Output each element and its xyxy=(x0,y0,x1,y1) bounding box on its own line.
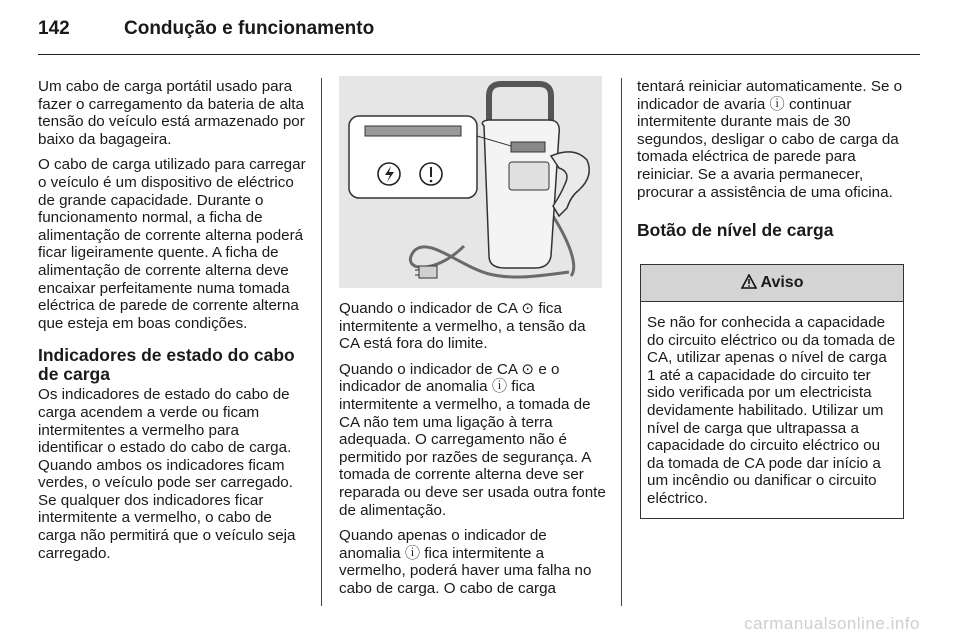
watermark: carmanualsonline.info xyxy=(744,614,920,633)
column-divider xyxy=(321,78,322,606)
header-divider xyxy=(38,54,920,55)
paragraph: Os indicadores de estado do cabo de carga acendem a verde ou ficam intermitentes a vermelho para identificar o estado do cabo de carga. Quando ambos os indicadores ficam verdes, o veículo pode ser carregado. Se qualquer dos indicadores ficar intermitente a vermelho, o cabo de carga não permitirá que o veículo seja carregado. xyxy=(38,386,296,562)
column-2 xyxy=(339,300,607,606)
callout-header xyxy=(641,265,903,302)
paragraph: Quando o indicador de CA ⊙ fica intermitente a vermelho, a tensão da CA está fora do limite. xyxy=(339,300,586,353)
column-divider xyxy=(621,78,622,606)
warning-callout xyxy=(640,264,904,519)
column-1 xyxy=(38,78,306,570)
charging-cable-illustration xyxy=(339,76,602,288)
paragraph: O cabo de carga utilizado para carregar o veículo é um dispositivo de eléctrico de grande capacidade. Durante o funcionamento normal, a ficha de alimentação de corrente alterna poderá ficar ligeiramente quente. A ficha de alimentação de corrente alterna deve encaixar perfeitamente numa tomada eléctrica de parede de corrente alterna que esteja em boas condições. xyxy=(38,156,306,332)
section-heading: Botão de nível de carga xyxy=(637,220,834,241)
paragraph: Quando apenas o indicador de anomalia ⓘ fica intermitente a vermelho, poderá haver uma falha no cabo de carga. O cabo de carga xyxy=(339,527,592,597)
paragraph: Quando o indicador de CA ⊙ e o indicador de anomalia ⓘ fica intermitente a vermelho, a tomada de CA não tem uma ligação à terra adequada. O carregamento não é permitido por razões de segurança. A tomada de corrente alterna deve ser reparada ou deve ser usada outra fonte de alimentação. xyxy=(339,360,606,519)
page-number: 142 xyxy=(38,18,70,39)
callout-text: Se não for conhecida a capacidade do circuito eléctrico ou da tomada de CA, utilizar apenas o nível de carga 1 até a capacidade do circuito ter sido verificada por um electricista devidamente habilitado. Utilizar um nível de carga que ultrapassa a capacidade do circuito eléctrico ou da tomada de CA pode dar início a um incêndio ou danificar o circuito eléctrico. xyxy=(647,314,896,507)
section-heading: Indicadores de estado do cabo de carga xyxy=(38,345,295,385)
page-title: Condução e funcionamento xyxy=(124,18,375,39)
callout-title: Aviso xyxy=(760,274,804,291)
paragraph: Um cabo de carga portátil usado para fazer o carregamento da bateria de alta tensão do veículo está armazenado por baixo da bagageira. xyxy=(38,78,305,148)
warning-triangle-icon xyxy=(741,267,757,303)
page-header xyxy=(38,14,920,54)
paragraph: tentará reiniciar automaticamente. Se o indicador de avaria ⓘ continuar intermitente durante mais de 30 segundos, desligar o cabo de carga da tomada eléctrica de parede para reiniciar. Se a avaria permanecer, procurar a assistência de uma oficina. xyxy=(637,78,903,201)
charging-cable-drawing xyxy=(339,76,602,288)
column-3 xyxy=(637,78,905,250)
